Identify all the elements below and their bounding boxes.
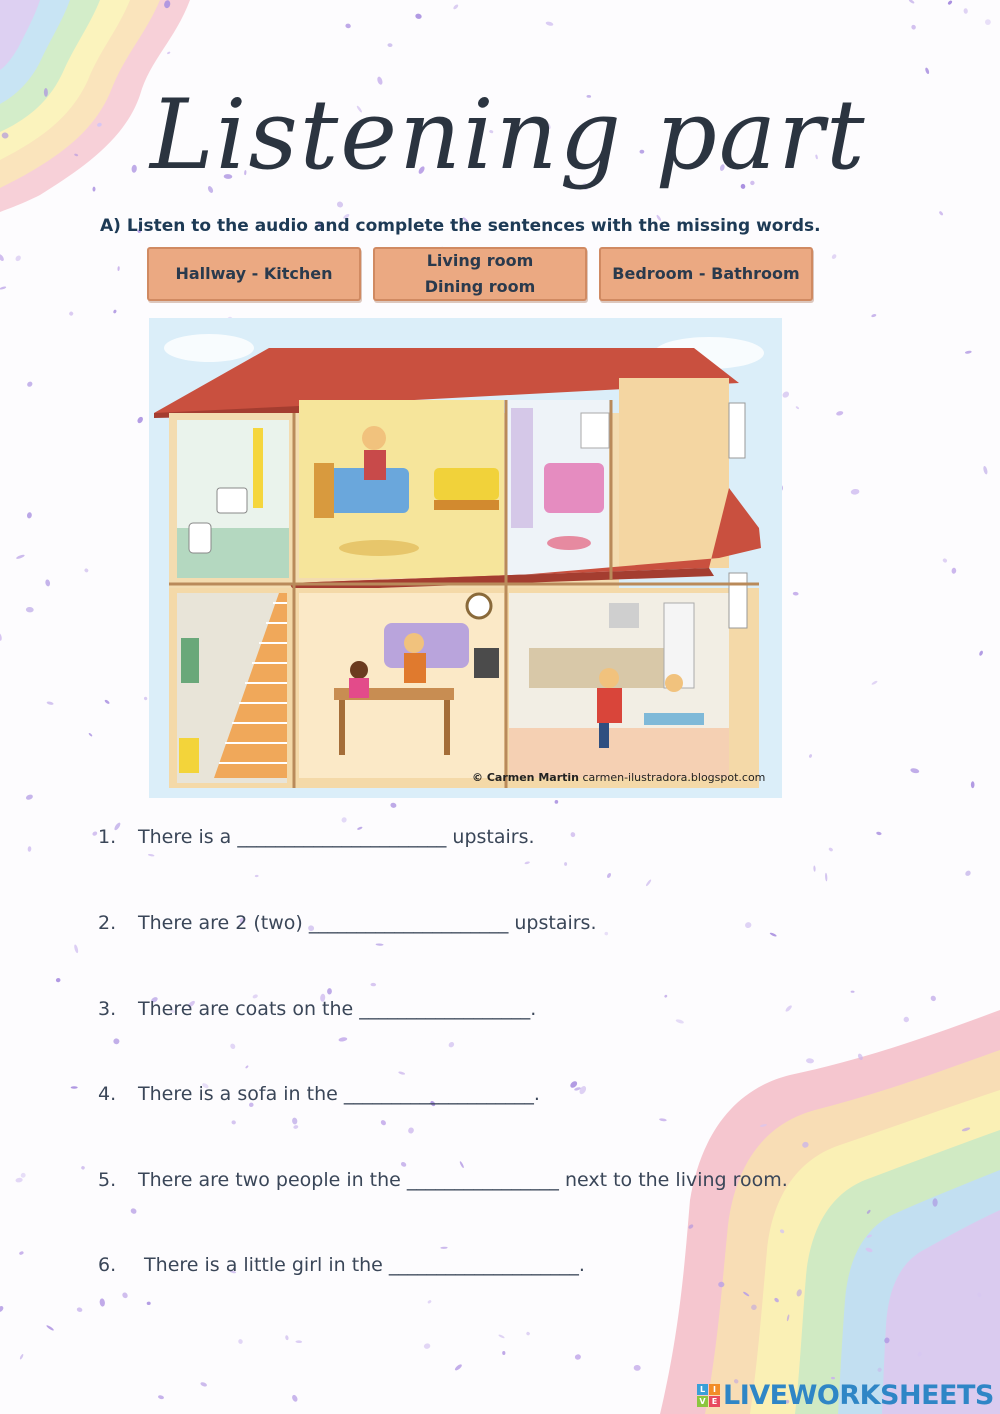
word-box-label: Living room — [426, 251, 534, 270]
word-box-label: Hallway - Kitchen — [175, 264, 333, 283]
confetti-dot — [407, 1127, 415, 1135]
confetti-dot — [578, 1085, 587, 1095]
logo-mark-letter: V — [697, 1396, 708, 1407]
confetti-dot — [14, 254, 22, 262]
confetti-dot — [285, 1335, 289, 1341]
confetti-dot — [951, 568, 956, 574]
confetti-dot — [0, 286, 7, 290]
word-box-label: Bedroom - Bathroom — [612, 264, 800, 283]
confetti-dot — [26, 512, 32, 519]
confetti-dot — [459, 1161, 465, 1169]
confetti-dot — [524, 861, 530, 865]
confetti-dot — [828, 847, 833, 852]
logo-text: LIVEWORKSHEETS — [723, 1379, 994, 1411]
confetti-dot — [645, 879, 652, 887]
confetti-dot — [675, 1018, 684, 1024]
question-4 — [98, 1083, 540, 1105]
confetti-dot — [231, 1120, 237, 1125]
confetti-dot — [19, 1354, 24, 1360]
confetti-dot — [88, 732, 93, 736]
confetti-dot — [785, 1004, 793, 1012]
confetti-dot — [938, 211, 943, 216]
confetti-dot — [55, 977, 61, 982]
confetti-dot — [502, 1351, 505, 1355]
confetti-dot — [16, 554, 25, 560]
confetti-dot — [910, 767, 920, 774]
confetti-dot — [831, 253, 837, 260]
confetti-dot — [448, 1041, 456, 1049]
confetti-dot — [148, 854, 155, 857]
confetti-dot — [229, 1043, 236, 1050]
confetti-dot — [292, 1117, 298, 1124]
confetti-dot — [965, 350, 972, 354]
confetti-dot — [291, 1394, 298, 1403]
confetti-dot — [498, 1334, 505, 1339]
confetti-dot — [113, 309, 117, 314]
confetti-dot — [68, 311, 74, 317]
confetti-dot — [130, 1207, 138, 1215]
confetti-dot — [104, 699, 110, 705]
confetti-dot — [808, 754, 812, 759]
confetti-dot — [71, 1086, 78, 1088]
page-title: Listening part — [150, 79, 867, 191]
confetti-dot — [158, 1395, 165, 1400]
confetti-dot — [769, 932, 777, 937]
confetti-dot — [15, 1177, 23, 1183]
question-text: There is a sofa in the ____________________. — [138, 1083, 540, 1105]
confetti-dot — [908, 0, 915, 4]
confetti-dot — [76, 1307, 83, 1313]
confetti-dot — [200, 1381, 208, 1387]
confetti-dot — [836, 410, 844, 416]
confetti-dot — [554, 800, 558, 804]
confetti-dot — [147, 1301, 151, 1305]
confetti-dot — [659, 1118, 667, 1122]
confetti-dot — [575, 1354, 582, 1360]
confetti-dot — [924, 67, 929, 74]
confetti-dot — [983, 466, 989, 475]
confetti-dot — [793, 592, 799, 596]
confetti-dot — [92, 831, 98, 837]
question-2 — [98, 912, 597, 934]
confetti-dot — [27, 846, 31, 852]
confetti-dot — [427, 1299, 432, 1304]
confetti-dot — [19, 1251, 25, 1256]
confetti-dot — [25, 794, 33, 801]
confetti-dot — [390, 802, 397, 808]
confetti-dot — [46, 1324, 55, 1331]
confetti-dot — [92, 187, 95, 192]
confetti-dot — [781, 390, 790, 399]
confetti-dot — [963, 8, 968, 14]
confetti-dot — [813, 865, 816, 871]
rainbow-bottom-right — [660, 1010, 1000, 1414]
confetti-dot — [237, 1338, 243, 1344]
confetti-dot — [453, 4, 460, 10]
confetti-dot — [46, 701, 53, 705]
confetti-dot — [440, 1247, 447, 1249]
confetti-dot — [415, 13, 422, 19]
word-box-living-dining — [373, 247, 587, 301]
word-box-hallway-kitchen — [147, 247, 361, 301]
confetti-dot — [964, 870, 972, 877]
house-illustration-svg — [149, 318, 782, 798]
confetti-dot — [121, 1291, 129, 1299]
confetti-dot — [423, 1343, 430, 1350]
confetti-dot — [454, 1363, 463, 1371]
confetti-dot — [81, 1165, 86, 1170]
confetti-dot — [806, 1058, 815, 1064]
confetti-dot — [930, 995, 937, 1002]
confetti-dot — [99, 1298, 105, 1307]
confetti-dot — [327, 988, 332, 995]
question-number: 2. — [98, 912, 117, 934]
question-number: 4. — [98, 1083, 117, 1105]
confetti-dot — [398, 1071, 405, 1075]
question-number: 6. — [98, 1254, 117, 1276]
confetti-dot — [795, 406, 799, 410]
confetti-dot — [871, 680, 878, 685]
credit-url: carmen-ilustradora.blogspot.com — [582, 771, 766, 784]
logo-mark-letter: I — [709, 1384, 720, 1395]
confetti-dot — [876, 831, 882, 835]
confetti-dot — [380, 1119, 387, 1126]
confetti-dot — [345, 23, 351, 29]
confetti-dot — [84, 568, 89, 573]
logo-mark-letter: E — [709, 1396, 720, 1407]
confetti-dot — [947, 0, 953, 5]
confetti-dot — [871, 313, 877, 317]
confetti-dot — [255, 875, 259, 878]
credit-name: © Carmen Martin — [472, 771, 579, 784]
confetti-dot — [26, 607, 34, 613]
question-text: There are coats on the __________________. — [138, 998, 537, 1020]
confetti-dot — [293, 1125, 299, 1130]
confetti-dot — [341, 816, 348, 823]
confetti-dot — [903, 1017, 909, 1023]
question-5 — [98, 1169, 788, 1191]
instruction-text: A) Listen to the audio and complete the sentences with the missing words. — [100, 216, 821, 236]
question-text: There are two people in the ________________ next to the living room. — [138, 1169, 788, 1191]
question-text: There is a ______________________ upstairs. — [138, 826, 535, 848]
confetti-dot — [634, 1365, 641, 1371]
confetti-dot — [245, 1065, 249, 1069]
question-number: 5. — [98, 1169, 117, 1191]
question-3 — [98, 998, 536, 1020]
confetti-dot — [0, 253, 5, 262]
logo-mark-letter: L — [697, 1384, 708, 1395]
confetti-dot — [604, 932, 608, 936]
logo-mark-icon — [697, 1384, 720, 1407]
confetti-dot — [26, 381, 33, 388]
confetti-dot — [0, 1305, 4, 1313]
confetti-dot — [295, 1340, 302, 1343]
image-credit — [472, 771, 782, 784]
confetti-dot — [376, 943, 384, 946]
confetti-dot — [400, 1161, 407, 1168]
confetti-dot — [167, 51, 171, 54]
question-6 — [98, 1254, 585, 1276]
confetti-dot — [131, 165, 137, 173]
confetti-dot — [825, 873, 828, 882]
question-number: 3. — [98, 998, 117, 1020]
confetti-dot — [0, 633, 2, 641]
confetti-dot — [570, 831, 576, 837]
confetti-dot — [117, 266, 120, 271]
confetti-dot — [20, 1172, 27, 1179]
confetti-dot — [526, 1331, 531, 1336]
confetti-dot — [979, 650, 984, 656]
confetti-dot — [985, 19, 991, 25]
confetti-dot — [564, 862, 567, 866]
confetti-dot — [143, 696, 147, 700]
confetti-dot — [370, 983, 376, 987]
confetti-dot — [942, 558, 948, 564]
confetti-dot — [850, 488, 859, 495]
confetti-dot — [744, 922, 751, 929]
confetti-dot — [606, 872, 612, 878]
word-box-bedroom-bathroom — [599, 247, 813, 301]
house-illustration — [149, 318, 782, 798]
word-box-label: Dining room — [424, 277, 536, 296]
confetti-dot — [73, 944, 79, 954]
question-text: There are 2 (two) _____________________ upstairs. — [138, 912, 597, 934]
confetti-dot — [136, 416, 144, 424]
question-text: There is a little girl in the ____________________. — [138, 1254, 585, 1276]
confetti-dot — [387, 43, 392, 47]
question-1 — [98, 826, 535, 848]
confetti-dot — [545, 21, 554, 27]
confetti-dot — [971, 781, 975, 788]
confetti-dot — [911, 24, 917, 30]
confetti-dot — [338, 1037, 347, 1042]
confetti-dot — [113, 1038, 120, 1045]
confetti-dot — [45, 579, 51, 587]
confetti-dot — [336, 200, 344, 208]
confetti-dot — [664, 994, 668, 998]
liveworksheets-logo[interactable] — [697, 1378, 994, 1412]
question-number: 1. — [98, 826, 117, 848]
confetti-dot — [851, 990, 855, 992]
